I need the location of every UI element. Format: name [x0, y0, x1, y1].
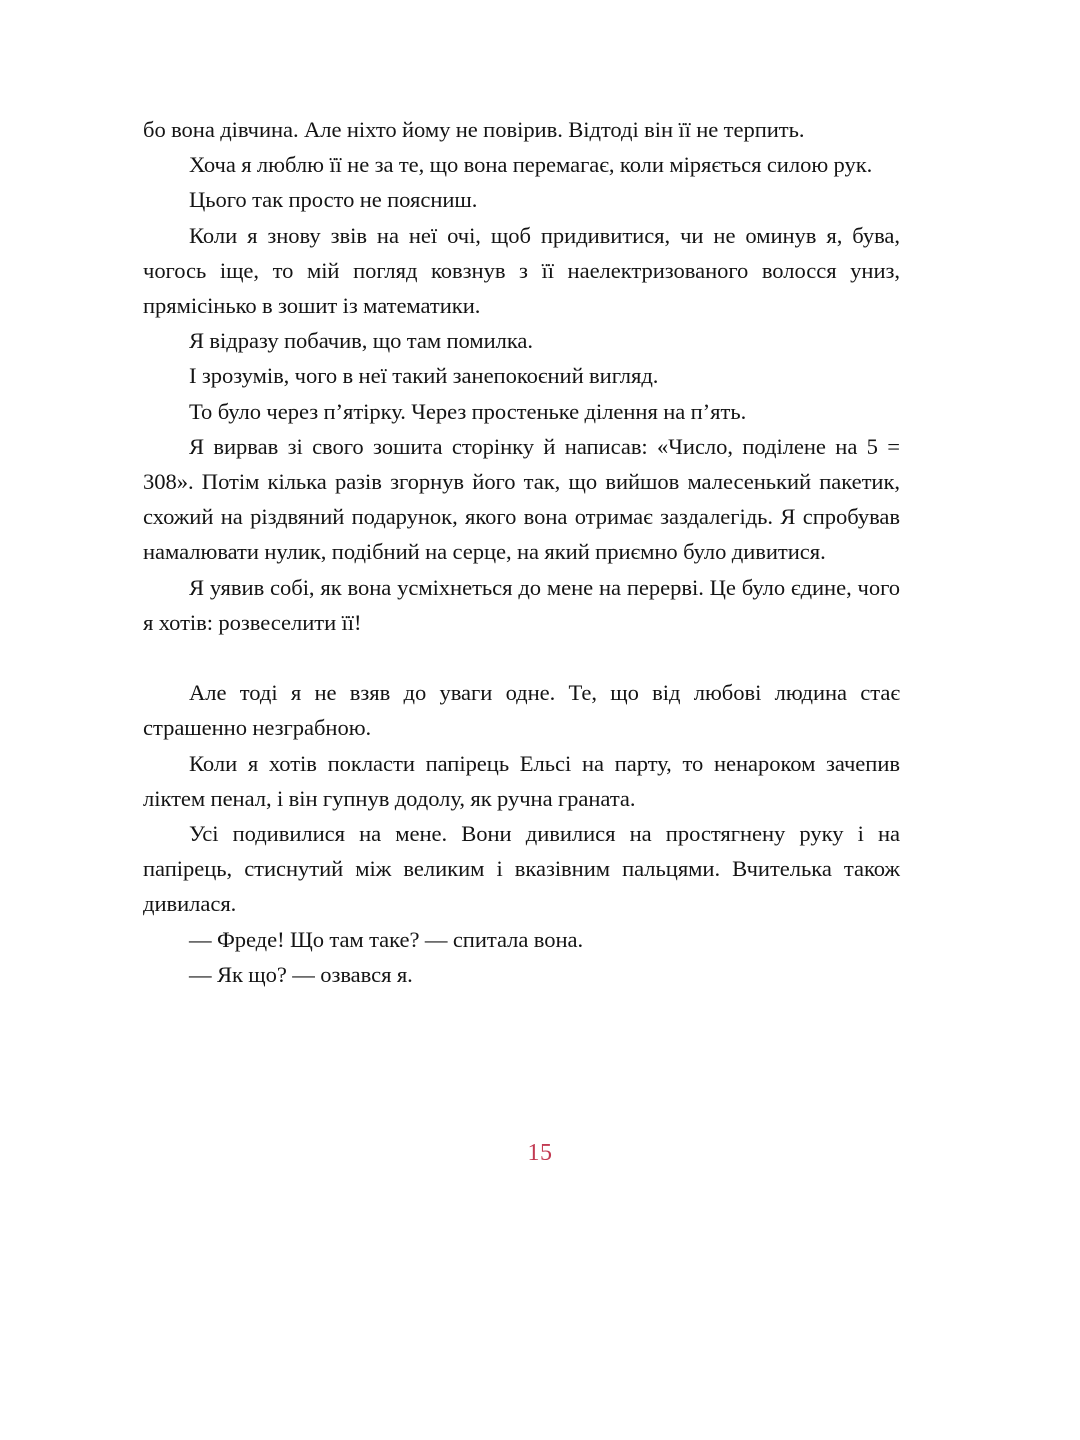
paragraph: Я відразу побачив, що там помилка. [189, 328, 534, 354]
paragraph: Я вирвав зі свого зошита сторінку й написав: «Число, поділене на 5 = 308». Потім кілька разів згорнув його так, що вийшов малесенький пакетик, схожий на різдвяний подарунок, якого вона отримає заздалегідь. Я спробував намалювати нулик, подібний на серце, на який приємно було дивитися. [143, 433, 900, 565]
page-number: 15 [527, 1140, 553, 1166]
paragraph: Але тоді я не взяв до уваги одне. Те, що від любові людина стає страшенно незграбною. [143, 680, 900, 741]
paragraph: Хоча я люблю її не за те, що вона перемагає, коли міряється силою рук. [189, 152, 873, 178]
paragraph: Цього так просто не поясниш. [189, 187, 478, 213]
paragraph: Коли я знову звів на неї очі, щоб придивитися, чи не оминув я, бува, чогось іще, то мій погляд ковзнув з її наелектризованого волосся униз, прямісінько в зошит із математики. [143, 222, 900, 319]
paragraph: Усі подивилися на мене. Вони дивилися на простягнену руку і на папірець, стиснутий між великим і вказівним пальцями. Вчителька також дивилася. [143, 821, 900, 917]
dialogue-line: — Фреде! Що там таке? — спитала вона. [189, 926, 584, 952]
paragraph: То було через п’ятірку. Через простеньке ділення на п’ять. [189, 398, 747, 424]
page-text-column [143, 112, 900, 992]
dialogue-line: — Як що? — озвався я. [189, 961, 413, 987]
paragraph: Я уявив собі, як вона усміхнеться до мене на перерві. Це було єдине, чого я хотів: розвеселити її! [143, 574, 900, 635]
section-break [143, 640, 900, 675]
paragraph: Коли я хотів покласти папірець Ельсі на парту, то ненароком зачепив ліктем пенал, і він гупнув додолу, як ручна граната. [143, 750, 900, 811]
paragraph: бо вона дівчина. Але ніхто йому не повірив. Відтоді він її не терпить. [143, 117, 805, 142]
paragraph: І зрозумів, чого в неї такий занепокоєний вигляд. [189, 363, 659, 389]
